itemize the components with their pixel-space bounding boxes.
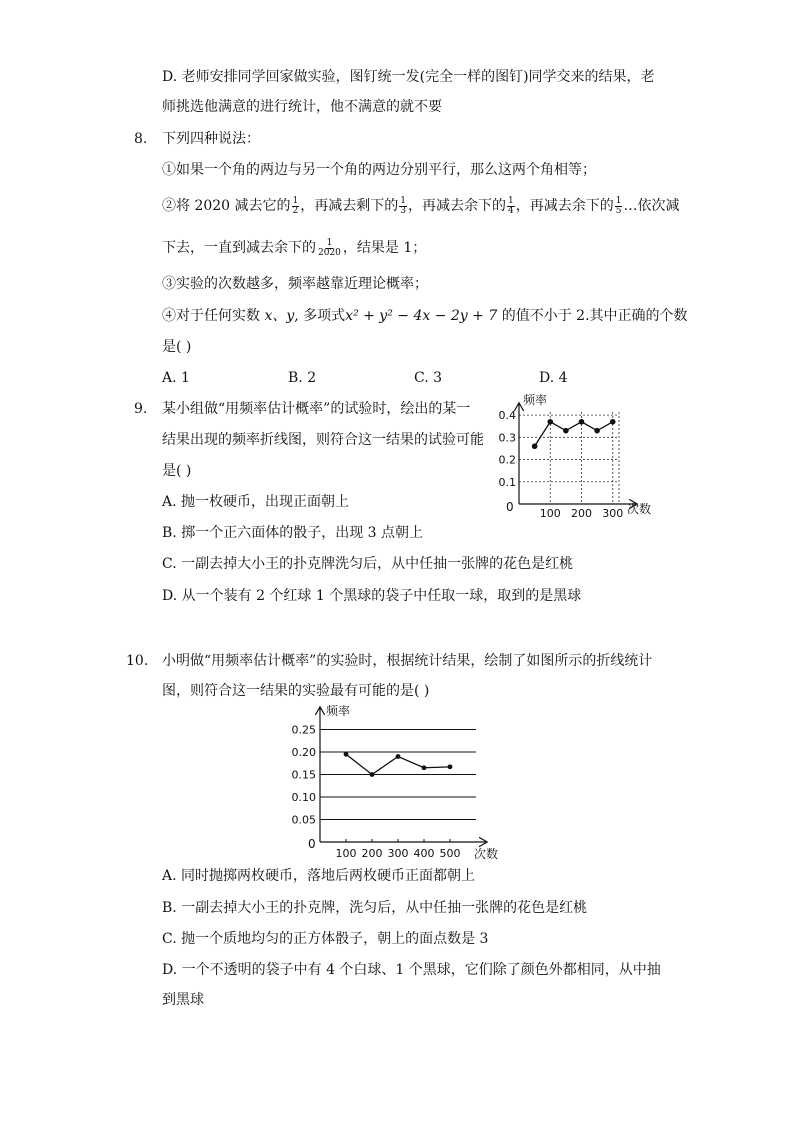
x-tick-label: 500 (439, 847, 461, 860)
q8-s4-text: ④对于任何实数 (162, 308, 260, 324)
q9-option-b[interactable]: B. 掷一个正六面体的骰子，出现 3 点朝上 (162, 525, 423, 541)
q8-option-d[interactable]: D. 4 (539, 370, 568, 386)
fraction-1-2020: $\frac{1}{2020}$ (318, 237, 341, 258)
q9-stem-line3: 是( ) (162, 463, 192, 479)
x-axis-label: 次数 (474, 847, 499, 861)
data-point (594, 428, 600, 434)
q10-frequency-chart (286, 700, 506, 864)
data-point (422, 765, 427, 770)
q8-s2-text: ，再减去余下的 (515, 198, 614, 214)
y-axis-label: 频率 (523, 393, 548, 407)
q8-s2-text: ，再减去剩下的 (300, 198, 399, 214)
q8-s4-vars: x、y (264, 308, 295, 324)
y-tick-label: 0.2 (498, 453, 516, 467)
q8-s2-text: …依次减 (623, 198, 680, 214)
frequency-series-line (535, 422, 613, 446)
fraction-third: $\frac{1}{3}$ (400, 195, 406, 216)
x-axis-label: 次数 (627, 502, 652, 516)
q8-number: 8. (134, 131, 148, 147)
q7-option-d-line2: 师挑选他满意的进行统计，他不满意的就不要 (162, 99, 442, 115)
y-tick-label: 0.05 (291, 813, 316, 827)
q8-s2-text: ，再减去余下的 (408, 198, 506, 214)
q9-option-d[interactable]: D. 从一个装有 2 个红球 1 个黑球的袋子中任取一球，取到的是黑球 (162, 588, 582, 604)
x-tick-label: 200 (361, 847, 383, 860)
data-point (448, 764, 453, 769)
fraction-half: $\frac{1}{2}$ (292, 195, 299, 216)
q9-option-a[interactable]: A. 抛一枚硬币，出现正面朝上 (162, 494, 350, 510)
x-tick-label: 300 (602, 507, 624, 520)
q9-stem-line2: 结果出现的频率折线图，则符合这一结果的试验可能 (162, 432, 484, 448)
q8-option-b[interactable]: B. 2 (288, 370, 317, 386)
origin-label: 0 (308, 837, 316, 851)
q8-s2-text: ，结果是 1； (342, 240, 427, 256)
q10-option-c[interactable]: C. 抛一个质地均匀的正方体骰子，朝上的面点数是 3 (162, 931, 489, 947)
fraction-fifth: $\frac{1}{5}$ (615, 195, 622, 216)
q9-stem-line1: 某小组做“用频率估计概率”的试验时，绘出的某一 (162, 401, 471, 417)
y-tick-label: 0.10 (291, 791, 316, 804)
q10-option-d-line2[interactable]: 到黑球 (162, 992, 204, 1008)
q8-s4-text: , 多项式 (294, 308, 346, 324)
q8-statement-4-line2: 是( ) (162, 339, 192, 355)
q8-statement-4-line1 (162, 306, 688, 326)
origin-label: 0 (506, 500, 514, 514)
q10-option-d-line1[interactable]: D. 一个不透明的袋子中有 4 个白球、1 个黑球，它们除了颜色外都相同，从中抽 (162, 962, 661, 978)
q9-number: 9. (134, 401, 148, 417)
data-point (579, 419, 585, 425)
q7-option-d-line1: D. 老师安排同学回家做实验，图钉统一发(完全一样的图钉)同学交来的结果，老 (162, 69, 655, 85)
q10-number: 10. (126, 653, 149, 669)
data-point (610, 419, 616, 425)
q10-option-a[interactable]: A. 同时抛掷两枚硬币，落地后两枚硬币正面都朝上 (162, 868, 476, 884)
q8-statement-1: ①如果一个角的两边与另一个角的两边分别平行，那么这两个角相等； (162, 162, 596, 178)
y-tick-label: 0.20 (291, 746, 316, 759)
x-tick-label: 400 (413, 847, 435, 860)
q8-s2-text: 下去，一直到减去余下的 (162, 240, 316, 256)
q8-s2-text: ②将 2020 减去它的 (162, 198, 291, 214)
q8-option-c[interactable]: C. 3 (414, 370, 443, 386)
fraction-quarter: $\frac{1}{4}$ (508, 195, 514, 216)
q8-s4-text: 的值不小于 2.其中正确的个数 (501, 308, 688, 324)
x-tick-label: 200 (571, 507, 592, 520)
q10-option-b[interactable]: B. 一副去掉大小王的扑克牌，洗匀后，从中任抽一张牌的花色是红桃 (162, 900, 588, 916)
y-tick-label: 0.15 (291, 768, 316, 782)
q8-statement-3: ③实验的次数越多，频率越靠近理论概率； (162, 276, 428, 292)
q8-option-a[interactable]: A. 1 (162, 370, 190, 386)
q8-s4-expression: x² + y² − 4x − 2y + 7 (345, 308, 498, 324)
y-tick-label: 0.4 (498, 409, 516, 423)
q8-statement-2-line2 (162, 238, 426, 258)
y-tick-label: 0.1 (498, 475, 516, 489)
q9-frequency-chart (494, 390, 664, 520)
data-point (532, 443, 538, 449)
q10-stem-line2: 图，则符合这一结果的实验最有可能的是( ) (162, 683, 430, 699)
data-point (396, 754, 401, 759)
q9-option-c[interactable]: C. 一副去掉大小王的扑克牌洗匀后，从中任抽一张牌的花色是红桃 (162, 556, 574, 572)
q8-stem: 下列四种说法： (162, 131, 260, 147)
data-point (344, 752, 349, 757)
y-tick-label: 0.3 (498, 431, 516, 445)
q8-statement-2-line1 (162, 196, 679, 216)
x-tick-label: 300 (387, 847, 409, 860)
y-tick-label: 0.25 (291, 723, 316, 737)
data-point (370, 772, 375, 777)
q10-stem-line1: 小明做“用频率估计概率”的实验时，根据统计结果，绘制了如图所示的折线统计 (162, 653, 653, 669)
y-axis-label: 频率 (326, 704, 351, 718)
x-tick-label: 100 (539, 507, 561, 520)
data-point (547, 419, 553, 425)
x-tick-label: 100 (335, 847, 357, 860)
data-point (563, 428, 569, 434)
